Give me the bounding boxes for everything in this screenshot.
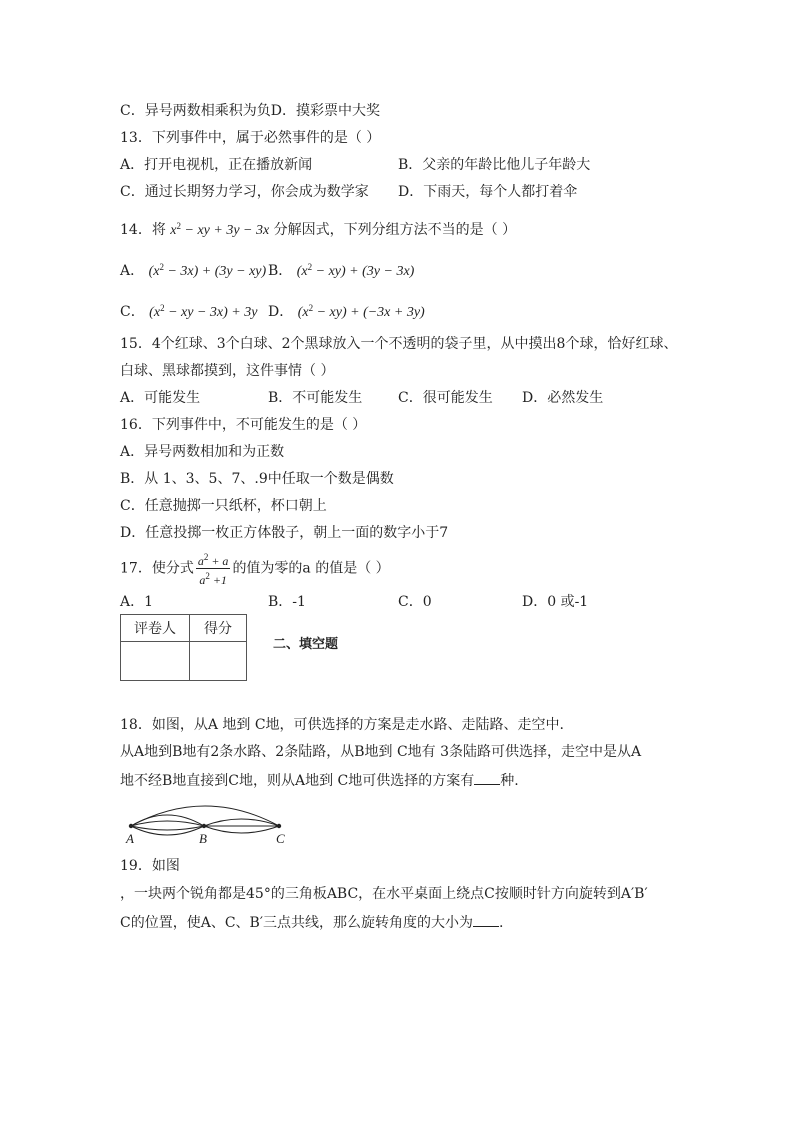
q17-stem-prefix: 17．使分式 <box>120 560 194 577</box>
q15-stem-line1: 15．4个红球、3个白球、2个黑球放入一个不透明的袋子里，从中摸出8个球，恰好红球、 <box>120 336 678 352</box>
q13-option-d: D．下雨天，每个人都打着伞 <box>398 184 578 200</box>
q15-option-a: A．可能发生 <box>120 390 201 406</box>
q14-c-expression: ($x^2$ − xy − 3x) + 3y <box>149 303 258 320</box>
q15-option-d: D．必然发生 <box>522 390 604 406</box>
q14-expression: $x^2$ − xy + 3y − 3x <box>170 221 270 238</box>
score-table <box>120 614 247 681</box>
route-a-c-air <box>131 806 279 826</box>
q14-c-label: C． <box>120 304 145 320</box>
q17-stem <box>120 550 390 587</box>
q17-option-c: C．0 <box>398 594 432 610</box>
route-b-c-lower <box>204 826 279 833</box>
q13-option-a: A．打开电视机，正在播放新闻 <box>120 157 313 173</box>
q13-stem: 13．下列事件中，属于必然事件的是（ ） <box>120 130 381 146</box>
q12-option-d: D．摸彩票中大奖 <box>270 103 380 119</box>
section-title: 二、填空题 <box>273 637 339 652</box>
q18-answer-blank[interactable] <box>474 770 500 785</box>
label-b: B <box>199 831 207 846</box>
q14-stem-prefix: 14．将 <box>120 222 166 238</box>
q15-stem-line2: 白球、黑球都摸到，这件事情（ ） <box>120 363 335 379</box>
q14-option-c <box>120 299 257 322</box>
label-a: A <box>126 831 134 846</box>
q14-a-label: A． <box>120 263 145 279</box>
q16-stem: 16．下列事件中，不可能发生的是（ ） <box>120 417 367 433</box>
q17-option-d: D．0 或-1 <box>522 594 589 610</box>
q14-option-b <box>268 258 414 281</box>
q14-stem <box>120 217 516 240</box>
q19-line1: 19．如图 <box>120 858 180 874</box>
q14-b-expression: $(x^2 - xy) + (3y - 3x)$ <box>296 262 415 279</box>
q17-stem-suffix: 的值为零的a 的值是（ ） <box>232 560 390 577</box>
q14-a-expression: $(x^2 - 3x) + (3y - xy)$ <box>148 262 267 279</box>
q19-line3-suffix: . <box>499 915 504 931</box>
q17-option-b: B．-1 <box>268 594 306 610</box>
score-table-score-cell[interactable] <box>190 642 247 681</box>
route-a-b-mid-lower <box>131 826 204 830</box>
route-a-b-mid-upper <box>131 821 204 826</box>
route-a-b-lower <box>131 826 204 835</box>
q19-line3-prefix: C的位置，使A、C、B′三点共线，那么旋转角度的大小为 <box>120 915 473 931</box>
q15-option-b: B．不可能发生 <box>268 390 363 406</box>
q19-answer-blank[interactable] <box>473 912 499 927</box>
q14-option-d <box>268 299 425 322</box>
q17-fraction: $\frac{a^2 + a}{a^2 +1}$ <box>197 552 229 587</box>
q12-option-c: C．异号两数相乘积为负 <box>120 103 271 119</box>
q14-d-label: D． <box>268 304 294 320</box>
q19-line3 <box>120 912 503 932</box>
q14-stem-suffix: 分解因式，下列分组方法不当的是（ ） <box>273 222 517 238</box>
q13-option-c: C．通过长期努力学习，你会成为数学家 <box>120 184 369 200</box>
q18-line1: 18．如图，从A 地到 C地，可供选择的方案是走水路、走陆路、走空中. <box>120 717 564 733</box>
q14-b-label: B． <box>268 263 293 279</box>
q17-option-a: A．1 <box>120 594 154 610</box>
point-c <box>277 824 281 828</box>
q13-option-b: B．父亲的年龄比他儿子年龄大 <box>398 157 591 173</box>
point-a <box>129 824 133 828</box>
q16-option-d: D．任意投掷一枚正方体骰子，朝上一面的数字小于7 <box>120 525 449 541</box>
q14-d-expression: $(x^2 - xy) + (-3x + 3y)$ <box>297 303 425 320</box>
question-12-options-cd <box>120 102 380 120</box>
q15-option-c: C．很可能发生 <box>398 390 493 406</box>
q16-option-b: B．从 1、3、5、7、.9中任取一个数是偶数 <box>120 471 394 487</box>
score-table-grader-cell[interactable] <box>121 642 190 681</box>
label-c: C <box>276 831 285 846</box>
score-table-header-score: 得分 <box>190 615 247 642</box>
q16-option-a: A．异号两数相加和为正数 <box>120 444 285 460</box>
q18-line2: 从A地到B地有2条水路、2条陆路，从B地到 C地有 3条陆路可供选择，走空中是从A <box>120 744 642 760</box>
q19-line2: ，一块两个锐角都是45°的三角板ABC，在水平桌面上绕点C按顺时针方向旋转到A′B′ <box>120 886 648 902</box>
point-b <box>202 824 206 828</box>
score-table-header-grader: 评卷人 <box>121 615 190 642</box>
q14-option-a <box>120 258 266 281</box>
q18-line3-prefix: 地不经B地直接到C地，则从A地到 C地可供选择的方案有 <box>120 773 475 789</box>
q16-option-c: C．任意抛掷一只纸杯，杯口朝上 <box>120 498 327 514</box>
q18-line3-suffix: 种. <box>500 773 519 789</box>
route-diagram <box>120 800 300 850</box>
q18-line3 <box>120 770 519 790</box>
